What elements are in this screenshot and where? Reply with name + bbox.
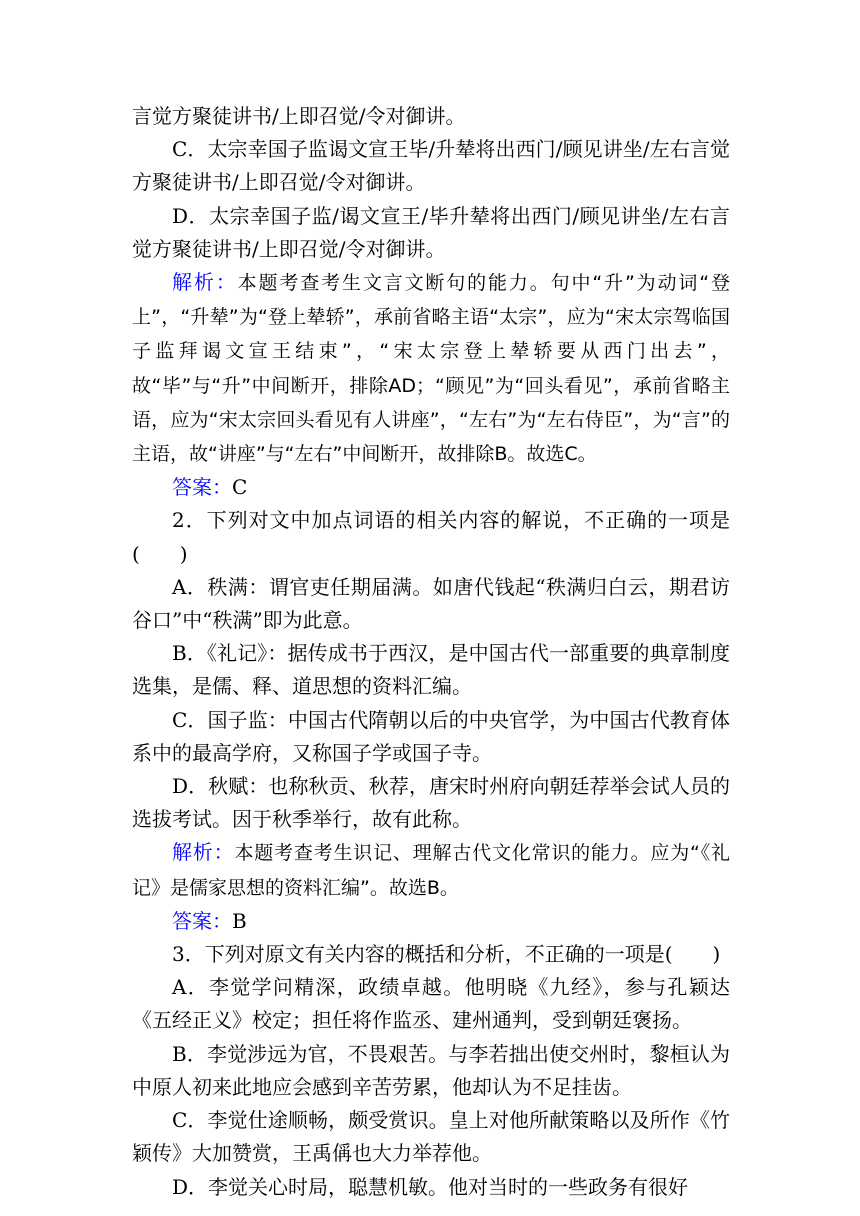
q2-option-c: C．国子监：中国古代隋朝以后的中央官学，为中国古代教育体系中的最高学府，又称国子学或国子寺。 (132, 707, 730, 765)
q2-answer (132, 905, 730, 938)
q3-option-b: B．李觉涉远为官，不畏艰苦。与李若拙出使交州时，黎桓认为中原人初来此地应会感到辛苦劳累，他却认为不足挂齿。 (132, 1041, 730, 1099)
q2-option-d: D．秋赋：也称秋贡、秋荐，唐宋时州府向朝廷荐举会试人员的选拔考试。因于秋季举行，故有此称。 (132, 774, 730, 832)
q3-stem: 3．下列对原文有关内容的概括和分析，不正确的一项是( ) (172, 942, 721, 967)
q1-option-b-continuation: 言觉方聚徒讲书/上即召觉/令对御讲。 (132, 104, 466, 128)
q1-analysis-text: 本题考查考生文言文断句的能力。句中“升”为动词“登上”，“升辇”为“登上辇轿”，承前省略主语“太宗”，应为“宋太宗驾临国子监拜谒文宣王结束”，“宋太宗登上辇轿要从西门出去”，故“毕”与“升”中间断开，排除AD；“顾见”为“回头看见”，承前省略主语，应为“宋太宗回头看见有人讲座”，“左右”为“左右侍臣”，为“言”的主语，故“讲座”与“左右”中间断开，故排除B。故选C。 (132, 272, 731, 466)
q2-analysis (132, 836, 730, 904)
q3-option-a: A．李觉学问精深，政绩卓越。他明晓《九经》，参与孔颖达《五经正义》校定；担任将作监丞、建州通判，受到朝廷褒扬。 (132, 975, 730, 1033)
q2-option-b: B．《礼记》：据传成书于西汉，是中国古代一部重要的典章制度选集，是儒、释、道思想的资料汇编。 (132, 641, 730, 699)
analysis-label: 解析： (172, 840, 235, 865)
answer-label: 答案： (172, 908, 232, 933)
q1-answer (132, 471, 730, 504)
q3-option-d: D．李觉关心时局，聪慧机敏。他对当时的一些政务有很好 (172, 1174, 689, 1199)
q1-analysis (132, 266, 730, 471)
answer-label: 答案： (172, 475, 232, 500)
analysis-label: 解析： (172, 270, 238, 295)
q1-answer-value: C (232, 475, 248, 500)
document-page (132, 100, 730, 1204)
q1-option-d: D．太宗幸国子监/谒文宣王/毕升辇将出西门/顾见讲坐/左右言觉方聚徒讲书/上即召觉/令对御讲。 (132, 203, 730, 261)
q2-stem: 2．下列对文中加点词语的相关内容的解说，不正确的一项是( ) (132, 508, 730, 566)
q2-analysis-text: 本题考查考生识记、理解古代文化常识的能力。应为“《礼记》是儒家思想的资料汇编”。故选B。 (132, 842, 730, 899)
q2-answer-value: B (232, 908, 247, 933)
q2-option-a: A．秩满：谓官吏任期届满。如唐代钱起“秩满归白云，期君访谷口”中“秩满”即为此意。 (132, 574, 730, 633)
q3-option-c: C．李觉仕途顺畅，颇受赏识。皇上对他所献策略以及所作《竹颖传》大加赞赏，王禹偁也大力举荐他。 (132, 1108, 730, 1166)
q1-option-c: C．太宗幸国子监谒文宣王毕/升辇将出西门/顾见讲坐/左右言觉方聚徒讲书/上即召觉/令对御讲。 (132, 137, 730, 195)
